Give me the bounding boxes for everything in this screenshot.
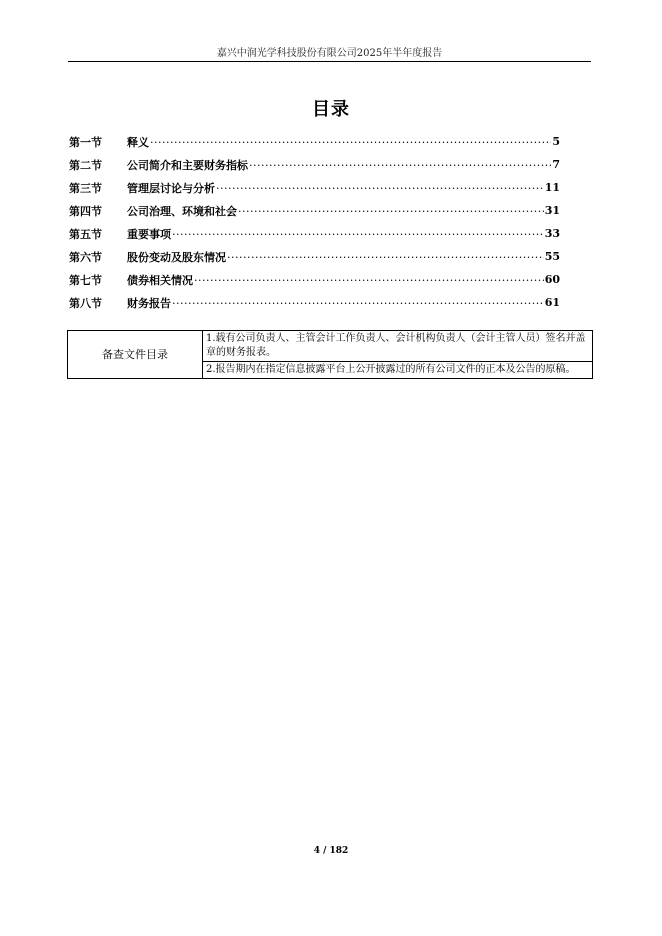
toc-page-number: 33	[544, 227, 560, 240]
toc-page-number: 61	[544, 296, 560, 309]
toc-entry[interactable]	[69, 199, 560, 222]
toc-entry[interactable]	[69, 176, 560, 199]
reference-documents-table	[67, 330, 593, 379]
toc-leader-dots	[227, 248, 544, 261]
table-of-contents	[69, 130, 560, 314]
toc-page-number: 55	[544, 250, 560, 263]
page-header: 嘉兴中润光学科技股份有限公司2025年半年度报告	[216, 48, 443, 59]
toc-leader-dots	[172, 294, 544, 307]
toc-entry[interactable]	[69, 153, 560, 176]
page-number: 4 / 182	[313, 846, 349, 856]
toc-section-name: 公司治理、环境和社会	[127, 204, 237, 218]
reference-document-item: 2.报告期内在指定信息披露平台上公开披露过的所有公司文件的正本及公告的原稿。	[203, 362, 593, 379]
toc-page-number: 7	[552, 158, 560, 171]
toc-page-number: 60	[544, 273, 560, 286]
toc-section-number: 第七节	[69, 273, 102, 287]
toc-entry[interactable]	[69, 245, 560, 268]
toc-leader-dots	[238, 202, 544, 215]
toc-section-name: 财务报告	[127, 296, 171, 310]
toc-title: 目录	[312, 99, 350, 120]
toc-section-number: 第八节	[69, 296, 102, 310]
toc-section-name: 重要事项	[127, 227, 171, 241]
toc-leader-dots	[249, 156, 551, 169]
toc-leader-dots	[150, 133, 551, 146]
reference-documents-label: 备查文件目录	[68, 331, 203, 379]
toc-leader-dots	[194, 271, 544, 284]
toc-section-number: 第六节	[69, 250, 102, 264]
toc-page-number: 31	[544, 204, 560, 217]
toc-section-number: 第五节	[69, 227, 102, 241]
toc-leader-dots	[216, 179, 544, 192]
toc-section-name: 释义	[127, 135, 149, 149]
toc-page-number: 11	[544, 181, 560, 194]
toc-page-number: 5	[552, 135, 560, 148]
toc-section-name: 股份变动及股东情况	[127, 250, 226, 264]
toc-section-name: 债券相关情况	[127, 273, 193, 287]
toc-leader-dots	[172, 225, 544, 238]
toc-section-number: 第三节	[69, 181, 102, 195]
toc-section-number: 第二节	[69, 158, 102, 172]
toc-section-number: 第一节	[69, 135, 102, 149]
toc-section-number: 第四节	[69, 204, 102, 218]
toc-section-name: 管理层讨论与分析	[127, 181, 215, 195]
reference-document-item: 1.载有公司负责人、主管会计工作负责人、会计机构负责人（会计主管人员）签名并盖章的财务报表。	[203, 331, 593, 362]
toc-section-name: 公司简介和主要财务指标	[127, 158, 248, 172]
toc-entry[interactable]	[69, 268, 560, 291]
toc-entry[interactable]	[69, 291, 560, 314]
header-divider	[68, 61, 591, 62]
toc-entry[interactable]	[69, 130, 560, 153]
toc-entry[interactable]	[69, 222, 560, 245]
